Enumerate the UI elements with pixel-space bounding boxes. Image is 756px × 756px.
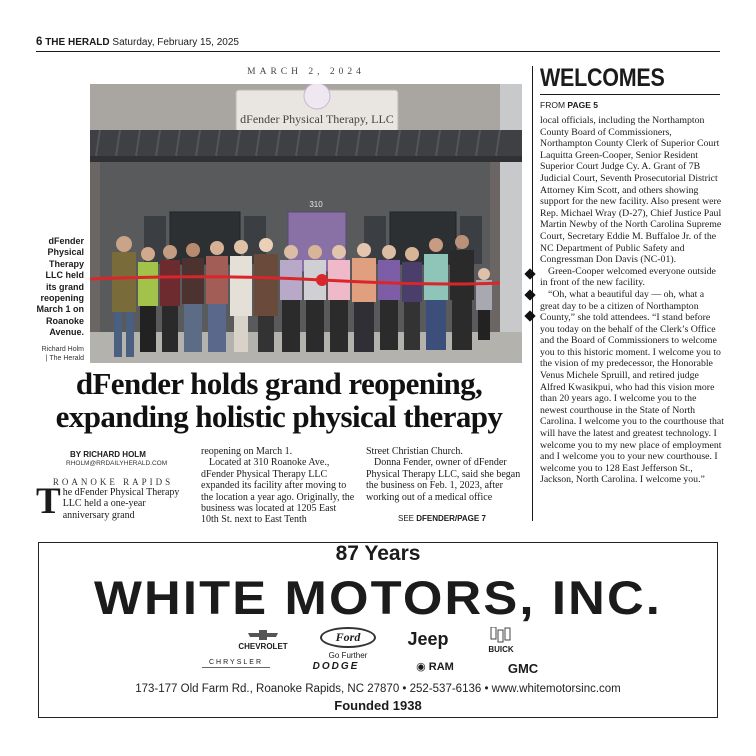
article-dateline-location: ROANOKE RAPIDS: [52, 477, 174, 487]
ad-contact-line[interactable]: 173-177 Old Farm Rd., Roanoke Rapids, NC 27870 • 252-537-6136 • www.whitemotorsinc.com: [135, 683, 621, 695]
from-page: PAGE 5: [567, 100, 598, 110]
photo-credit-outlet: | The Herald: [45, 355, 84, 362]
jump-headline-rule: [540, 94, 720, 95]
jump-headline: WELCOMES: [540, 64, 665, 92]
storefront-illustration: [90, 84, 522, 363]
issue-date: Saturday, February 15, 2025: [112, 37, 239, 48]
article-paragraph: Street Christian Church.: [366, 446, 463, 457]
ribbon-bow: [316, 274, 328, 286]
gmc-logo: GMC: [507, 661, 539, 676]
buick-shields-icon: [490, 627, 512, 643]
article-paragraph: reopening on March 1.: [201, 446, 293, 457]
chrysler-label: CHRYSLER: [202, 659, 270, 668]
continued-paragraph: “Oh, what a beautiful day — oh, what a great day to be a citizen of Northampton County,” she told attendees. “I stand before you today on the behalf of the Clerk’s Office and the Board of Commissioners to welcome you to this historic moment. I welcome you to the vision of my predecessor, the Honorable Venus Michele Spruill, and retired judge Alfred Kwasikpui, who had this vision more than 20 years ago. I welcome you to the newest courthouse in the State of North Carolina. I welcome you to the courthouse that will have the latest and greatest technology. I welcome you to my new place of employment and I welcome you to your new courthouse. I welcome you to 128 East Jefferson St., Jackson, North Carolina. I welcome you.”: [540, 288, 724, 486]
ribbon-cutting-photo: [90, 84, 522, 363]
continued-paragraph: Green-Cooper welcomed everyone outside in front of the new facility.: [540, 265, 716, 289]
dodge-logo: DODGE: [312, 661, 360, 672]
continued-article-column: [540, 115, 724, 486]
ford-oval-label: Ford: [320, 627, 376, 648]
page-number: 6: [36, 36, 43, 48]
jump-see-label: SEE: [398, 514, 415, 523]
ad-years: 87 Years: [335, 542, 421, 565]
header-rule: [36, 51, 720, 52]
divider-diamond-icon: [524, 289, 535, 300]
photo-date-stamp: MARCH 2, 2024: [247, 67, 365, 77]
continued-paragraph: local officials, including the Northampton County Board of Commissioners, Northampton County Clerk of Superior Court Laquitta Green-Cooper, Senior Resident Superior Court Judge Cy. A. Grant of 7B Judicial Court, Seventh Prosecutorial District Attorney Kim Scott, and others showing support for the new facility. Also present were Rep. Michael Wray (D-27), Chief Justice Paul Martin Newby of the North Carolina Supreme Court, Secretary Eddie M. Buffaloe Jr. of the NC Department of Public Safety and Congressman Don Davis (NC-01).: [540, 115, 722, 266]
continued-from: [540, 100, 598, 110]
photo-credit-name: Richard Holm: [41, 346, 84, 353]
ad-founded: Founded 1938: [334, 698, 422, 713]
ram-label: RAM: [428, 661, 454, 673]
address-number: 310: [309, 200, 323, 209]
buick-label: BUICK: [488, 645, 514, 654]
article-paragraph: Donna Fender, owner of dFender Physical Therapy LLC, said she began the business on Feb. 1, 2023, after working out of a medical office: [366, 457, 521, 503]
divider-diamond-icon: [524, 268, 535, 279]
drop-cap: T: [36, 481, 61, 522]
chevrolet-logo: [232, 630, 294, 651]
jump-target[interactable]: DFENDER/PAGE 7: [416, 514, 486, 523]
buick-logo: [478, 627, 524, 654]
chrysler-logo: [202, 659, 270, 668]
divider-diamond-icon: [524, 310, 535, 321]
jump-line[interactable]: [398, 514, 486, 523]
storefront-sign-text: dFender Physical Therapy, LLC: [240, 112, 394, 126]
jeep-logo: Jeep: [407, 629, 449, 649]
ram-logo: [400, 660, 470, 673]
ad-company-name: WHITE MOTORS, INC.: [93, 571, 663, 624]
ford-logo: [318, 627, 378, 660]
photo-caption: dFender Physical Therapy LLC held its grand reopening March 1 on Roanoke Avenue.: [36, 236, 84, 338]
article-paragraph: Located at 310 Roanoke Ave., dFender Physical Therapy LLC expanded its facility after moving to the location a year ago. Originally, the business was located at 1205 East 10th St. next to East Tenth: [201, 457, 355, 526]
from-label: FROM: [540, 100, 566, 110]
publication-name: THE HERALD: [45, 37, 110, 48]
article-headline: dFender holds grand reopening, expanding holistic physical therapy: [55, 366, 503, 434]
photo-credit: [28, 345, 84, 363]
page-folio: [36, 36, 239, 48]
article-column-3: [366, 446, 522, 503]
chevrolet-label: CHEVROLET: [238, 642, 288, 651]
article-column-2: [201, 446, 355, 526]
author-email: RHOLM@RRDAILYHERALD.COM: [66, 460, 168, 467]
ram-head-icon: ◉: [416, 661, 426, 673]
chevrolet-bowtie-icon: [248, 630, 278, 640]
article-byline: BY RICHARD HOLM: [70, 450, 146, 459]
article-col1-text: he dFender Physical Therapy LLC held a one-year anniversary grand: [62, 487, 180, 521]
ford-tagline: Go Further: [328, 651, 368, 660]
